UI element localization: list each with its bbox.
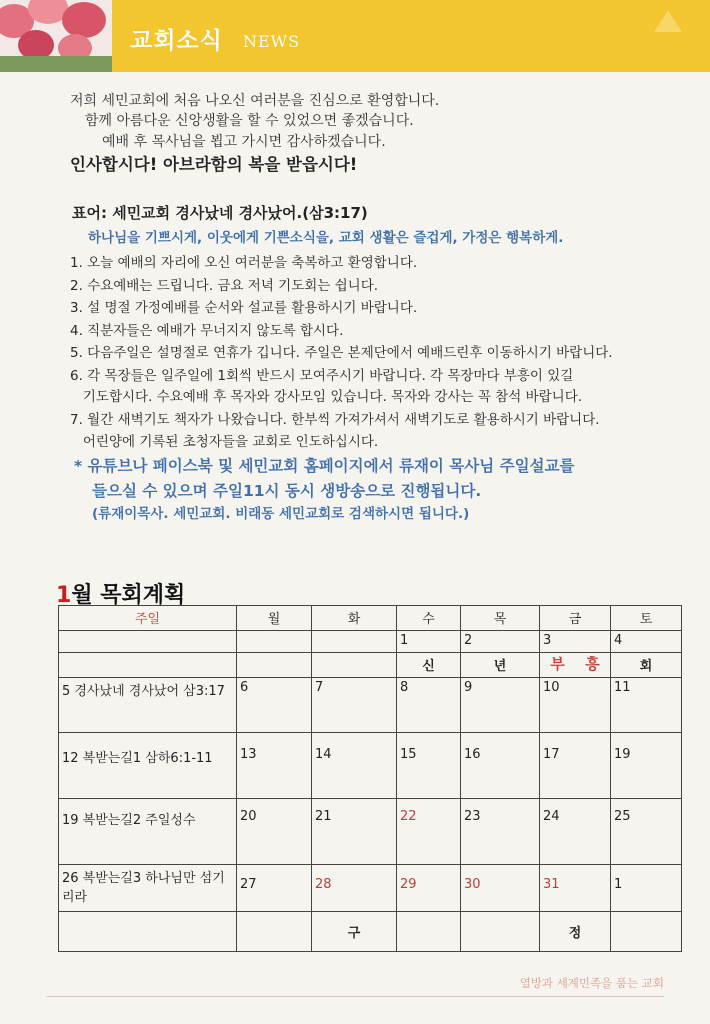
greeting: 인사합시다! 아브라함의 복을 받읍시다! xyxy=(70,155,358,174)
calendar-date: 17 xyxy=(540,733,611,799)
revival-event-char: 년 xyxy=(461,652,540,677)
calendar-header-day: 목 xyxy=(461,606,540,631)
calendar-cell xyxy=(237,652,312,677)
calendar-date: 25 xyxy=(611,799,682,865)
calendar-date: 10 xyxy=(540,678,611,733)
calendar-week-row xyxy=(59,631,682,652)
calendar-cell xyxy=(312,652,397,677)
page-subtitle: NEWS xyxy=(243,32,301,51)
revival-event-char: 신 xyxy=(397,652,461,677)
sunday-sermon: 26 복받는길3 하나님만 섬기리라 xyxy=(59,864,237,911)
motto-sub: 하나님을 기쁘시게, 이웃에게 기쁜소식을, 교회 생활은 즐겁게, 가정은 행복하게. xyxy=(88,230,564,246)
calendar-cell xyxy=(59,911,237,951)
calendar-title-text: 월 목회계획 xyxy=(71,583,186,608)
sunday-sermon: 12 복받는길1 삼하6:1-11 xyxy=(59,733,237,799)
calendar-date: 22 xyxy=(397,799,461,865)
calendar-header-row xyxy=(59,606,682,631)
calendar-date: 11 xyxy=(611,678,682,733)
footer-divider xyxy=(46,996,664,997)
calendar-date: 21 xyxy=(312,799,397,865)
calendar-date: 1 xyxy=(611,864,682,911)
calendar-cell xyxy=(59,652,237,677)
calendar-header-day: 화 xyxy=(312,606,397,631)
calendar-date: 28 xyxy=(312,864,397,911)
calendar-date: 4 xyxy=(611,631,682,652)
revival-event-char: 회 xyxy=(611,652,682,677)
calendar-date: 8 xyxy=(397,678,461,733)
calendar-week-row xyxy=(59,733,682,799)
page-header xyxy=(0,0,710,72)
calendar-date: 3 xyxy=(540,631,611,652)
calendar-header-day: 금 xyxy=(540,606,611,631)
calendar-date: 9 xyxy=(461,678,540,733)
calendar-date: 6 xyxy=(237,678,312,733)
calendar-date: 31 xyxy=(540,864,611,911)
calendar-date: 14 xyxy=(312,733,397,799)
announcement-item: 기도합시다. 수요예배 후 목자와 강사모임 있습니다. 목자와 강사는 꼭 참석 바랍니다. xyxy=(70,389,583,405)
calendar-date: 24 xyxy=(540,799,611,865)
calendar-date: 7 xyxy=(312,678,397,733)
calendar-cell xyxy=(237,911,312,951)
page-title: 교회소식 xyxy=(130,28,223,54)
calendar-cell xyxy=(59,631,237,652)
carnation-image xyxy=(0,0,112,72)
welcome-line-3: 예배 후 목사님을 뵙고 가시면 감사하겠습니다. xyxy=(102,134,386,150)
calendar-event-row xyxy=(59,911,682,951)
calendar-header-day: 월 xyxy=(237,606,312,631)
calendar-date: 27 xyxy=(237,864,312,911)
calendar-cell xyxy=(611,911,682,951)
announcement-item: 2. 수요예배는 드립니다. 금요 저녁 기도회는 쉽니다. xyxy=(70,278,379,294)
calendar-date: 19 xyxy=(611,733,682,799)
welcome-line-2: 함께 아름다운 신앙생활을 할 수 있었으면 좋겠습니다. xyxy=(85,113,414,129)
calendar-title-month: 1 xyxy=(56,583,72,608)
calendar-date: 30 xyxy=(461,864,540,911)
broadcast-notice-line-3: (류재이목사. 세민교회. 비래동 세민교회로 검색하시면 됩니다.) xyxy=(92,506,470,522)
calendar-week-row xyxy=(59,864,682,911)
calendar-week-row xyxy=(59,799,682,865)
revival-event-char: 부 xyxy=(550,654,565,673)
calendar-date: 1 xyxy=(397,631,461,652)
holiday-event-char: 구 xyxy=(312,911,397,951)
announcement-item: 5. 다음주일은 설명절로 연휴가 깁니다. 주일은 본제단에서 예배드린후 이동하시기 바랍니다. xyxy=(70,345,613,361)
calendar-cell xyxy=(540,652,611,677)
calendar-cell xyxy=(461,911,540,951)
monthly-calendar xyxy=(58,605,682,952)
announcement-item: 6. 각 목장들은 일주일에 1회씩 반드시 모여주시기 바랍니다. 각 목장마다 부흥이 있길 xyxy=(70,368,574,384)
calendar-date: 20 xyxy=(237,799,312,865)
calendar-header-day: 토 xyxy=(611,606,682,631)
calendar-date: 23 xyxy=(461,799,540,865)
calendar-header-sunday: 주일 xyxy=(59,606,237,631)
announcement-item: 7. 월간 새벽기도 책자가 나왔습니다. 한부씩 가져가셔서 새벽기도로 활용하시기 바랍니다. xyxy=(70,412,600,428)
sunday-sermon: 19 복받는길2 주일성수 xyxy=(59,799,237,865)
broadcast-notice-line-1: * 유튜브나 페이스북 및 세민교회 홈페이지에서 류재이 목사님 주일설교를 xyxy=(74,457,575,475)
calendar-cell xyxy=(312,631,397,652)
calendar-event-row xyxy=(59,652,682,677)
announcement-item: 1. 오늘 예배의 자리에 오신 여러분을 축복하고 환영합니다. xyxy=(70,255,418,271)
announcement-item: 4. 직분자들은 예배가 무너지지 않도록 합시다. xyxy=(70,323,344,339)
broadcast-notice-line-2: 들으실 수 있으며 주일11시 동시 생방송으로 진행됩니다. xyxy=(92,482,482,500)
calendar-date: 2 xyxy=(461,631,540,652)
footer-slogan: 열방과 세계민족을 품는 교회 xyxy=(519,976,664,990)
announcement-item: 3. 설 명절 가정예배를 순서와 설교를 활용하시기 바랍니다. xyxy=(70,300,418,316)
calendar-header-day: 수 xyxy=(397,606,461,631)
calendar-date: 29 xyxy=(397,864,461,911)
revival-event-char: 흥 xyxy=(585,654,600,673)
sunday-sermon: 5 경사났네 경사났어 삼3:17 xyxy=(59,678,237,733)
calendar-date: 16 xyxy=(461,733,540,799)
calendar-date: 13 xyxy=(237,733,312,799)
announcement-item: 어린양에 기록된 초청자들을 교회로 인도하십시다. xyxy=(70,434,379,450)
calendar-cell xyxy=(397,911,461,951)
motto-label: 표어: 세민교회 경사났네 경사났어.(삼3:17) xyxy=(72,204,368,222)
holiday-event-char: 정 xyxy=(540,911,611,951)
calendar-cell xyxy=(237,631,312,652)
welcome-line-1: 저희 세민교회에 처음 나오신 여러분을 진심으로 환영합니다. xyxy=(70,93,440,109)
calendar-week-row xyxy=(59,678,682,733)
calendar-date: 15 xyxy=(397,733,461,799)
